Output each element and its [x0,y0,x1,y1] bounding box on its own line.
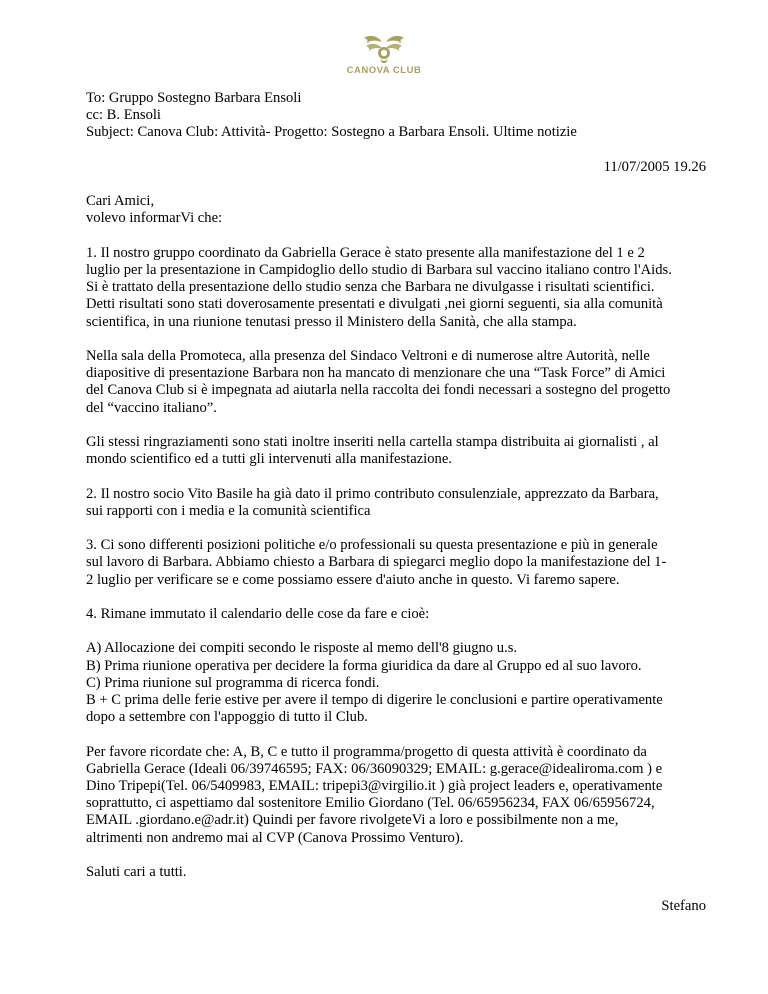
list-item: B) Prima riunione operativa per decidere la forma giuridica da dare al Gruppo ed al suo lavoro. [86,657,642,674]
text-line: Si è trattato della presentazione dello studio senza che Barbara ne divulgasse i risultati scientifici. [86,279,655,296]
text-line: Gli stessi ringraziamenti sono stati inoltre inseriti nella cartella stampa distribuita ai giornalisti , al [86,433,659,450]
paragraph-4 [86,606,706,623]
list-item: A) Allocazione dei compiti secondo le risposte al memo dell'8 giugno u.s. [86,640,518,657]
signature: Stefano [661,898,706,915]
text-line: Gabriella Gerace (Ideali 06/39746595; FAX: 06/36090329; EMAIL: g.gerace@idealiroma.com ) e [86,760,663,777]
laurel-emblem-icon [336,30,432,66]
text-line: 4. Rimane immutato il calendario delle cose da fare e cioè: [86,605,430,622]
text-line: Dino Tripepi(Tel. 06/5409983, EMAIL: tripepi3@virgilio.it ) già project leaders e, operativamente [86,777,663,794]
text-line: soprattutto, ci aspettiamo dal sostenitore Emilio Giordano (Tel. 06/65956234, FAX 06/65956724, [86,795,655,812]
text-line: Detti risultati sono stati doverosamente presentati e divulgati ,nei giorni seguenti, sia alla comunità [86,296,663,313]
greeting-line: Cari Amici, [86,193,155,210]
paragraph-1 [86,245,706,331]
text-line: mondo scientifico ed a tutti gli intervenuti alla manifestazione. [86,451,452,468]
canova-club-logo [336,30,432,80]
text-line: diapositive di presentazione Barbara non ha mancato di menzionare che una “Task Force” di Amici [86,365,666,382]
paragraph-contacts [86,744,706,847]
text-line: Per favore ricordate che: A, B, C e tutto il programma/progetto di questa attività è coordinato da [86,743,647,760]
cc-line: cc: B. Ensoli [86,107,161,124]
list-item: dopo a settembre con l'appoggio di tutto il Club. [86,709,368,726]
paragraph-3 [86,537,706,589]
paragraph-2 [86,486,706,520]
paragraph-ringraziamenti [86,434,706,468]
date-stamp: 11/07/2005 19.26 [603,158,706,175]
list-item: C) Prima riunione sul programma di ricerca fondi. [86,674,380,691]
text-line: EMAIL .giordano.e@adr.it) Quindi per favore rivolgeteVi a loro e possibilmente non a me, [86,812,619,829]
paragraph-promoteca [86,348,706,417]
list-item: B + C prima delle ferie estive per avere il tempo di digerire le conclusioni e partire operativamente [86,691,663,708]
text-line: Nella sala della Promoteca, alla presenza del Sindaco Veltroni e di numerose altre Autorità, nelle [86,347,650,364]
subject-line: Subject: Canova Club: Attività- Progetto: Sostegno a Barbara Ensoli. Ultime notizie [86,124,577,141]
text-line: sul lavoro di Barbara. Abbiamo chiesto a Barbara di spiegarci meglio dopo la manifestazione del 1- [86,554,667,571]
text-line: scientifica, in una riunione tenutasi presso il Ministero della Sanità, che alla stampa. [86,313,577,330]
text-line: luglio per la presentazione in Campidoglio dello studio di Barbara sul vaccino italiano contro l'Aids. [86,261,672,278]
text-line: sui rapporti con i media e la comunità scientifica [86,502,371,519]
letter-body [86,90,706,916]
logo-text: CANOVA CLUB [346,65,422,76]
text-line: 3. Ci sono differenti posizioni politiche e/o professionali su questa presentazione e più in generale [86,537,658,554]
text-line: del Canova Club si è impegnata ad aiutarla nella raccolta dei fondi necessari a sostegno del progetto [86,382,671,399]
greeting-line: volevo informarVi che: [86,210,223,227]
text-line: 2. Il nostro socio Vito Basile ha già dato il primo contributo consulenziale, apprezzato da Barbara, [86,485,659,502]
text-line: altrimenti non andremo mai al CVP (Canova Prossimo Venturo). [86,829,464,846]
text-line: del “vaccino italiano”. [86,399,217,416]
closing-line: Saluti cari a tutti. [86,863,187,880]
text-line: 2 luglio per verificare se e come possiamo essere d'aiuto anche in questo. Vi faremo sapere. [86,571,620,588]
task-list [86,640,706,726]
text-line: 1. Il nostro gruppo coordinato da Gabriella Gerace è stato presente alla manifestazione del 1 e 2 [86,244,645,261]
to-line: To: Gruppo Sostegno Barbara Ensoli [86,90,302,106]
